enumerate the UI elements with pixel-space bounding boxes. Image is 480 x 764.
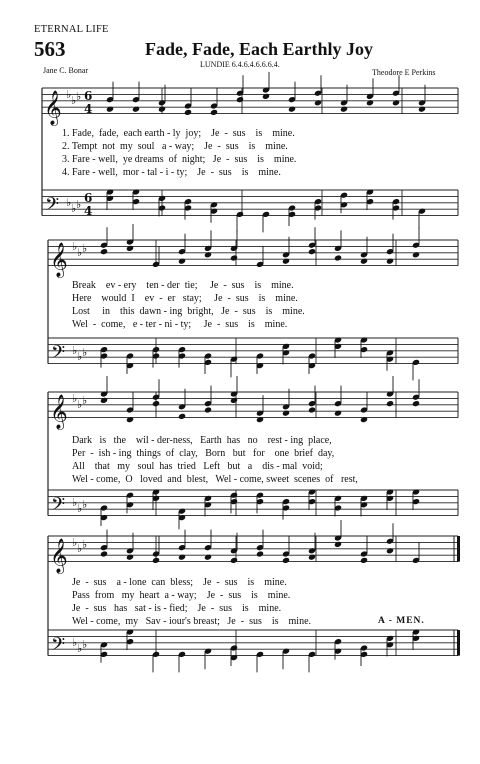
lyricist: Jane C. Bonar: [43, 66, 89, 75]
note-head: [210, 109, 218, 116]
note-head: [152, 400, 160, 407]
flat-icon: ♭: [82, 538, 88, 551]
flat-icon: ♭: [66, 88, 72, 101]
flat-icon: ♭: [82, 498, 88, 511]
note-head: [106, 106, 114, 113]
lyric-line: 2. Tempt not my soul a - way; Je - sus is mine.: [62, 141, 288, 152]
note-head: [360, 258, 368, 265]
flat-icon: ♭: [72, 240, 78, 253]
note-head: [204, 554, 212, 561]
note-head: [282, 258, 290, 265]
treble-clef-icon: 𝄞: [50, 394, 68, 430]
note-head: [340, 106, 348, 113]
lyric-line: Wel - come, O loved and blest, Wel - come, sweet scenes of rest,: [72, 474, 358, 485]
lyric-line: Je - sus has sat - is - fied; Je - sus is mine.: [72, 603, 282, 614]
lyric-line: Lost in this dawn - ing bright, Je - sus is mine.: [72, 306, 305, 317]
lyric-line: Wel - come, my Sav - iour's breast; Je - sus is mine.: [72, 616, 312, 627]
note-head: [360, 557, 368, 564]
note-head: [256, 550, 264, 557]
note-head: [412, 251, 420, 258]
note-head: [308, 406, 316, 413]
note-head: [334, 254, 342, 261]
flat-icon: ♭: [77, 398, 83, 411]
flat-icon: ♭: [72, 636, 78, 649]
flat-icon: ♭: [77, 246, 83, 259]
treble-clef-icon: 𝄞: [44, 90, 62, 126]
time-signature: 4: [84, 204, 93, 218]
final-barline: [457, 536, 460, 562]
lyric-line: 1. Fade, fade, each earth - ly joy; Je - sus is mine.: [62, 128, 295, 139]
hymn-number: 563: [34, 37, 66, 61]
note-head: [386, 547, 394, 554]
lyric-line: 4. Fare - well, mor - tal - i - ty; Je - sus is mine.: [62, 167, 281, 178]
note-head: [184, 109, 192, 116]
lyric-line: 3. Fare - well, ye dreams of night; Je - sus is mine.: [62, 154, 297, 165]
flat-icon: ♭: [76, 90, 82, 103]
note-head: [132, 106, 140, 113]
note-head: [386, 400, 394, 407]
final-barline: [457, 630, 460, 656]
note-head: [256, 416, 264, 423]
flat-icon: ♭: [82, 346, 88, 359]
note-head: [204, 251, 212, 258]
note-head: [282, 557, 290, 564]
composer: Theodore E Perkins: [372, 68, 436, 77]
time-signature: 6: [84, 89, 93, 103]
treble-clef-icon: 𝄞: [50, 538, 68, 574]
note-head: [334, 541, 342, 548]
flat-icon: ♭: [72, 496, 78, 509]
treble-clef-icon: 𝄞: [50, 242, 68, 278]
bass-clef-icon: 𝄢: [51, 494, 66, 520]
bass-clef-icon: 𝄢: [45, 194, 60, 220]
note-head: [158, 106, 166, 113]
note-head: [178, 413, 186, 420]
note-head: [230, 254, 238, 261]
lyric-line: Per - ish - ing things of clay, Born but for one brief day,: [72, 448, 335, 459]
note-head: [386, 258, 394, 265]
note-head: [152, 557, 160, 564]
flat-icon: ♭: [66, 196, 72, 209]
lyric-line: Je - sus a - lone can bless; Je - sus is mine.: [72, 577, 287, 588]
lyric-line: All that my soul has tried Left but a dis - mal void;: [72, 461, 323, 472]
lyric-line: Break ev - ery ten - der tie; Je - sus is mine.: [72, 280, 294, 291]
note-head: [178, 554, 186, 561]
section-heading: ETERNAL LIFE: [34, 24, 109, 35]
time-signature: 4: [84, 102, 93, 116]
flat-icon: ♭: [77, 502, 83, 515]
note-head: [100, 550, 108, 557]
flat-icon: ♭: [82, 394, 88, 407]
note-head: [282, 410, 290, 417]
note-head: [412, 400, 420, 407]
flat-icon: ♭: [72, 392, 78, 405]
note-head: [360, 416, 368, 423]
time-signature: 6: [84, 191, 93, 205]
amen-label: A - MEN.: [378, 616, 425, 626]
bass-clef-icon: 𝄢: [51, 342, 66, 368]
lyric-line: Wel - come, e - ter - ni - ty; Je - sus is mine.: [72, 319, 288, 330]
flat-icon: ♭: [82, 638, 88, 651]
flat-icon: ♭: [71, 202, 77, 215]
bass-clef-icon: 𝄢: [51, 634, 66, 660]
flat-icon: ♭: [72, 344, 78, 357]
note-head: [100, 397, 108, 404]
note-head: [334, 410, 342, 417]
note-head: [204, 406, 212, 413]
note-head: [314, 99, 322, 106]
tune-meter: LUNDIE 6.4.6.4.6.6.6.4.: [200, 60, 280, 69]
note-head: [308, 554, 316, 561]
flat-icon: ♭: [77, 350, 83, 363]
note-head: [236, 96, 244, 103]
note-head: [308, 248, 316, 255]
flat-icon: ♭: [77, 642, 83, 655]
flat-icon: ♭: [72, 536, 78, 549]
note-head: [392, 99, 400, 106]
note-head: [418, 106, 426, 113]
flat-icon: ♭: [77, 542, 83, 555]
flat-icon: ♭: [76, 198, 82, 211]
note-head: [126, 416, 134, 423]
note-head: [126, 245, 134, 252]
note-head: [126, 554, 134, 561]
hymn-title: Fade, Fade, Each Earthly Joy: [145, 39, 373, 59]
note-head: [178, 258, 186, 265]
flat-icon: ♭: [82, 242, 88, 255]
note-head: [288, 106, 296, 113]
note-head: [366, 99, 374, 106]
lyric-line: Here would I ev - er stay; Je - sus is mine.: [72, 293, 298, 304]
note-head: [262, 93, 270, 100]
note-head: [230, 397, 238, 404]
lyric-line: Pass from my heart a - way; Je - sus is mine.: [72, 590, 291, 601]
lyric-line: Dark is the wil - der-ness, Earth has no rest - ing place,: [72, 435, 332, 446]
note-head: [100, 248, 108, 255]
note-head: [230, 557, 238, 564]
flat-icon: ♭: [71, 94, 77, 107]
